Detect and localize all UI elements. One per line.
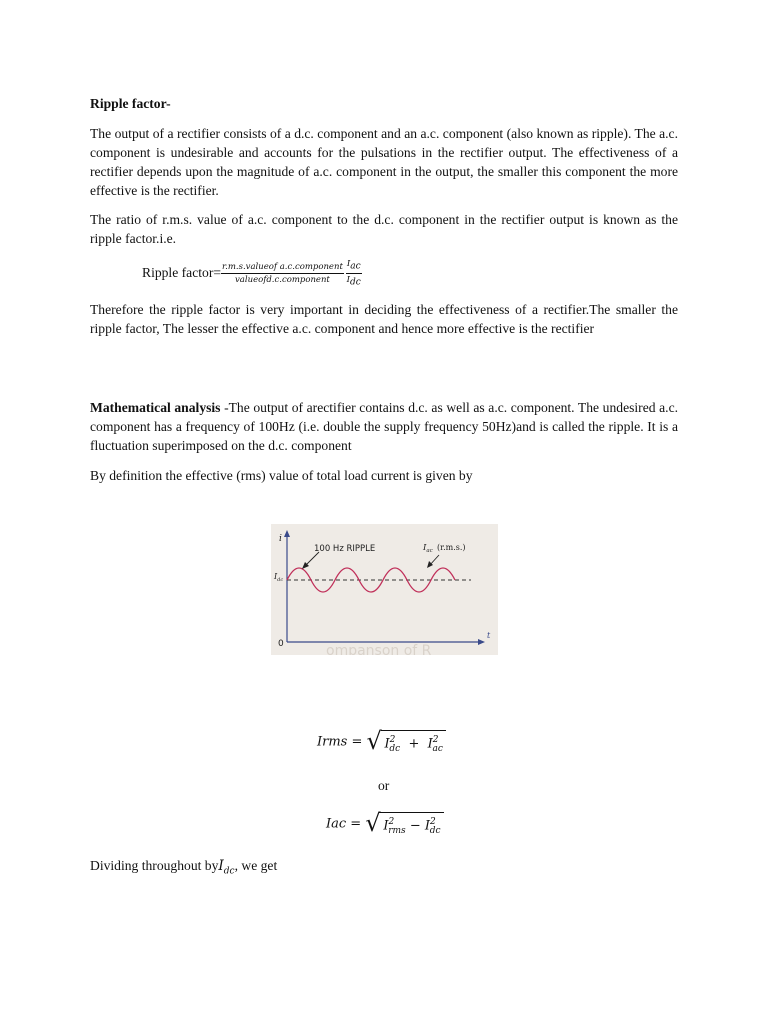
paragraph-math-analysis xyxy=(90,398,678,455)
irms-sqrt xyxy=(366,727,446,755)
y-axis-arrow xyxy=(284,530,290,537)
ripple-denominator: valueofd.c.component xyxy=(235,274,330,285)
radical-sign-icon: √ xyxy=(366,727,382,755)
idc-inline-math: $I_{dc}$ xyxy=(218,858,235,877)
idc-label: $I_{dc}$ xyxy=(274,572,284,583)
ripple-waveform-figure xyxy=(271,524,498,655)
iac-lhs: Iac = xyxy=(326,816,362,832)
paragraph-ripple-intro: The output of a rectifier consists of a d.c. component and an a.c. component (also known as ripple). The a.c. component is undesirable and accounts for the pulsations in the rectifier output. The effectiveness of a rectifier depends upon the magnitude of a.c. component in the output, the smaller this component the more effective is the rectifier. xyxy=(90,126,678,198)
iac-sqrt xyxy=(365,809,443,837)
origin-label: 0 xyxy=(278,639,284,649)
paragraph-dividing xyxy=(90,856,678,882)
iac-equation xyxy=(326,809,444,837)
iac-radicand: $I^2_{rms} - I^2_{dc}$ xyxy=(379,812,443,836)
x-axis-label: t xyxy=(487,631,491,640)
dividing-text: Dividing throughout by xyxy=(90,858,219,873)
paragraph-rms-definition: By definition the effective (rms) value of total load current is given by xyxy=(90,468,473,483)
ripple-waveform-svg xyxy=(271,524,498,655)
paragraph-ripple-importance: Therefore the ripple factor is very important in deciding the effectiveness of a rectifier.The smaller the ripple factor, The lesser the effective a.c. component and hence more effective is the rectifier xyxy=(90,302,678,336)
irms-equation xyxy=(317,727,446,755)
or-text: or xyxy=(378,778,390,793)
ripple-fraction-1 xyxy=(221,262,344,285)
irms-radicand: $I^2_{dc} + I^2_{ac}$ xyxy=(381,730,446,754)
irms-lhs: Irms = xyxy=(317,734,363,750)
ripple-num-iac: $I_{ac}$ xyxy=(346,259,361,272)
ripple-fraction-2 xyxy=(346,259,362,287)
heading-math-analysis: Mathematical analysis xyxy=(90,400,221,415)
rms-label: (r.m.s.) xyxy=(437,543,466,552)
ripple-factor-label: Ripple factor= xyxy=(142,265,222,281)
math-analysis-text: -The output of arectifier contains d.c. as well as a.c. component. The undesired a.c. component has a frequency of 100Hz (i.e. double the supply frequency 50Hz)and is called the ripple. It is a fluctuation superimposed on the d.c. component xyxy=(90,400,678,453)
ripple-label: 100 Hz RIPPLE xyxy=(314,544,376,554)
iac-label: $I_{ac}$ xyxy=(423,543,433,554)
x-axis-arrow xyxy=(478,639,485,645)
paragraph-ripple-definition: The ratio of r.m.s. value of a.c. component to the d.c. component in the rectifier output is known as the ripple factor.i.e. xyxy=(90,212,678,246)
bleed-through-text: ompanson of R xyxy=(326,643,432,655)
y-axis-label: i xyxy=(279,534,282,544)
heading-ripple-factor: Ripple factor- xyxy=(90,96,171,111)
radical-sign-icon: √ xyxy=(365,809,381,837)
ripple-factor-formula xyxy=(142,259,362,287)
dividing-text-end: , we get xyxy=(234,858,278,873)
ripple-numerator: r.m.s.valueof a.c.component xyxy=(222,261,343,272)
ripple-den-idc: $I_{dc}$ xyxy=(346,274,361,288)
